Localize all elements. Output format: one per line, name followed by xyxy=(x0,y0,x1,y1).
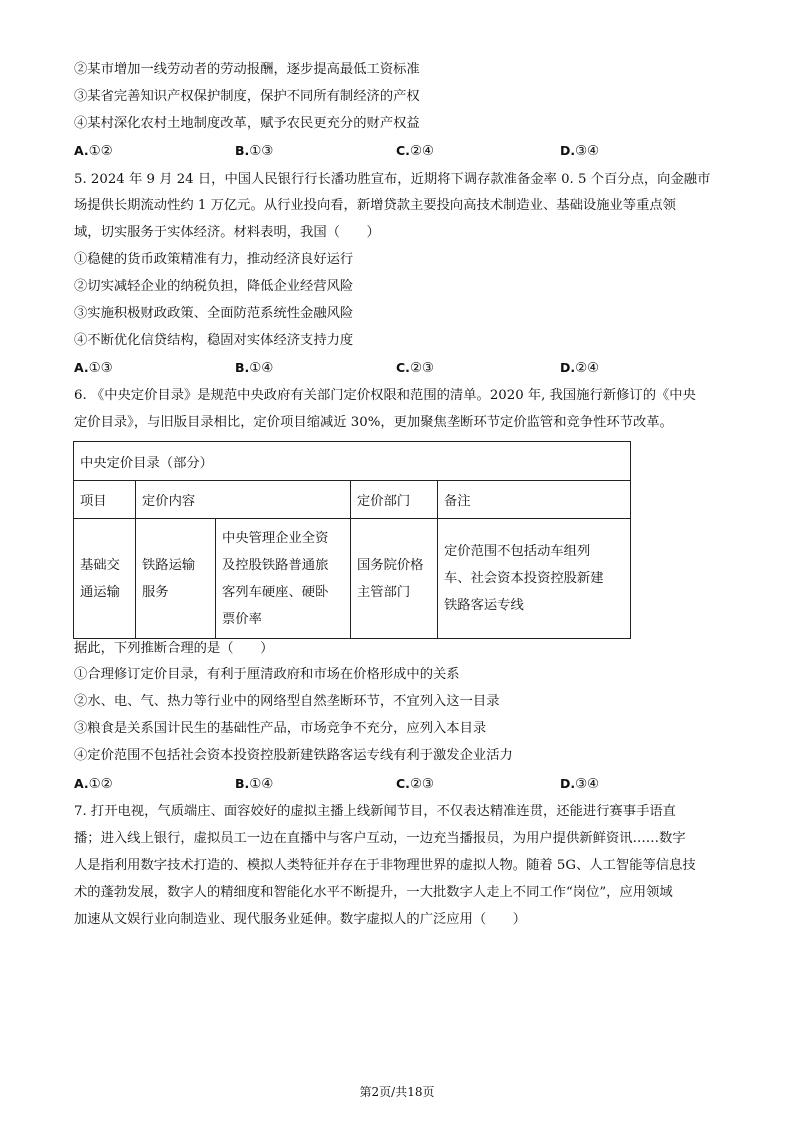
q4-option-c: C.②④ xyxy=(396,143,434,159)
q5-statement-4: ④不断优化信贷结构，稳固对实体经济支持力度 xyxy=(74,333,354,348)
q6-options xyxy=(74,776,674,792)
q7-stem-line-4: 术的蓬勃发展，数字人的精细度和智能化水平不断提升，一大批数字人走上不同工作“岗位”，应用领域 xyxy=(74,885,673,900)
q5-statement-2: ②切实减轻企业的纳税负担，降低企业经营风险 xyxy=(74,279,354,294)
q6-prompt: 据此，下列推断合理的是（ ） xyxy=(74,641,274,656)
q7-stem-line-3: 人是指利用数字技术打造的、模拟人类特征并存在于非物理世界的虚拟人物。随着 5G、人工智能等信息技 xyxy=(74,858,696,873)
q5-option-c: C.②③ xyxy=(396,360,434,376)
q4-option-b: B.①③ xyxy=(235,143,274,159)
q7-stem-line-5: 加速从文娱行业向制造业、现代服务业延伸。数字虚拟人的广泛应用（ ） xyxy=(74,912,527,927)
q4-option-d: D.③④ xyxy=(560,143,599,159)
q5-stem-line-2: 场提供长期流动性约 1 万亿元。从行业投向看，新增贷款主要投向高技术制造业、基础设施业等重点领 xyxy=(74,198,676,213)
q5-stem-line-1: 5. 2024 年 9 月 24 日，中国人民银行行长潘功胜宣布，近期将下调存款准备金率 0. 5 个百分点，向金融市 xyxy=(74,172,711,187)
q5-options xyxy=(74,360,674,376)
q5-option-d: D.②④ xyxy=(560,360,599,376)
q6-stem-line-1: 6. 《中央定价目录》是规范中央政府有关部门定价权限和范围的清单。2020 年, 我国施行新修订的《中央 xyxy=(74,388,696,403)
header-remark: 备注 xyxy=(438,481,631,519)
header-content: 定价内容 xyxy=(136,481,351,519)
q7-stem-line-2: 播；进入线上银行，虚拟员工一边在直播中与客户互动，一边充当播报员，为用户提供新鲜资讯……数字 xyxy=(74,831,686,846)
q4-statement-4: ④某村深化农村土地制度改革，赋予农民更充分的财产权益 xyxy=(74,116,420,131)
cell-item: 基础交 通运输 xyxy=(74,519,136,639)
q4-options xyxy=(74,143,674,159)
cell-content-main: 铁路运输 服务 xyxy=(136,519,216,639)
table-caption: 中央定价目录（部分） xyxy=(74,442,631,481)
q5-statement-3: ③实施积极财政政策、全面防范系统性金融风险 xyxy=(74,306,354,321)
q4-option-a: A.①② xyxy=(74,143,113,159)
q4-statement-3: ③某省完善知识产权保护制度，保护不同所有制经济的产权 xyxy=(74,89,420,104)
q4-statement-2: ②某市增加一线劳动者的劳动报酬，逐步提高最低工资标准 xyxy=(74,62,420,77)
q6-option-a: A.①② xyxy=(74,776,113,792)
q5-option-a: A.①③ xyxy=(74,360,113,376)
q6-statement-2: ②水、电、气、热力等行业中的网络型自然垄断环节，不宜列入这一目录 xyxy=(74,694,500,709)
q6-stem-line-2: 定价目录》，与旧版目录相比，定价项目缩减近 30%，更加聚焦垄断环节定价监管和竞争性环节改革。 xyxy=(74,415,673,430)
page-footer: 第2页/共18页 xyxy=(359,1085,435,1099)
q5-stem-line-3: 域，切实服务于实体经济。材料表明，我国（ ） xyxy=(74,225,380,240)
q5-option-b: B.①④ xyxy=(235,360,274,376)
q6-option-d: D.③④ xyxy=(560,776,599,792)
cell-content-detail: 中央管理企业全资 及控股铁路普通旅 客列车硬座、硬卧 票价率 xyxy=(216,519,351,639)
q6-option-b: B.①④ xyxy=(235,776,274,792)
q6-statement-4: ④定价范围不包括社会资本投资控股新建铁路客运专线有利于激发企业活力 xyxy=(74,748,513,763)
table-row xyxy=(74,519,631,639)
q6-option-c: C.②③ xyxy=(396,776,434,792)
pricing-catalog-table xyxy=(73,441,631,639)
q7-stem-line-1: 7. 打开电视，气质端庄、面容姣好的虚拟主播上线新闻节目，不仅表达精准连贯，还能进行赛事手语直 xyxy=(74,804,676,819)
q5-statement-1: ①稳健的货币政策精准有力，推动经济良好运行 xyxy=(74,252,354,267)
q6-statement-3: ③粮食是关系国计民生的基础性产品，市场竞争不充分，应列入本目录 xyxy=(74,721,487,736)
q6-statement-1: ①合理修订定价目录，有利于厘清政府和市场在价格形成中的关系 xyxy=(74,667,460,682)
header-department: 定价部门 xyxy=(351,481,438,519)
header-item: 项目 xyxy=(74,481,136,519)
cell-department: 国务院价格 主管部门 xyxy=(351,519,438,639)
cell-remark: 定价范围不包括动车组列 车、社会资本投资控股新建 铁路客运专线 xyxy=(438,519,631,639)
